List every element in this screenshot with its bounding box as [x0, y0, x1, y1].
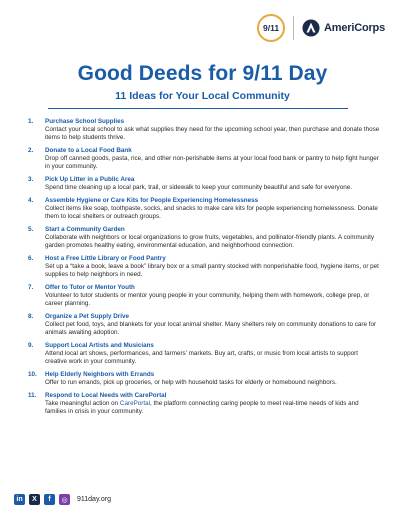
item-heading: Host a Free Little Library or Food Pantry — [45, 255, 166, 262]
list-item — [28, 255, 380, 279]
instagram-icon[interactable]: ◎ — [59, 494, 70, 505]
americorps-mark-icon — [302, 19, 320, 37]
911-day-logo: 9/11 — [257, 14, 285, 42]
item-number: 2. — [28, 147, 34, 154]
page-title: Good Deeds for 9/11 Day — [77, 62, 328, 85]
item-description: Contact your local school to ask what supplies they need for the upcoming school year, then purchase and donate those items to help students thrive. — [45, 126, 380, 141]
item-body — [45, 226, 380, 250]
page-subtitle: 11 Ideas for Your Local Community — [115, 90, 290, 102]
item-number: 10. — [28, 371, 37, 378]
list-item — [28, 226, 380, 250]
website-link[interactable]: 911day.org — [77, 496, 111, 503]
logo-divider — [293, 16, 294, 40]
list-item — [28, 313, 380, 337]
item-heading: Donate to a Local Food Bank — [45, 147, 132, 154]
item-body — [45, 392, 380, 416]
item-description: Spend time cleaning up a local park, trail, or sidewalk to keep your community beautiful and safe for everyone. — [45, 184, 352, 191]
item-body — [45, 371, 380, 387]
item-description — [45, 400, 380, 416]
item-body — [45, 342, 380, 366]
item-description: Collaborate with neighbors or local organizations to grow fruits, vegetables, and pollinator-friendly plants. A community garden promotes healthy eating, environmental education, and neighborhood connection. — [45, 234, 375, 249]
item-body — [45, 197, 380, 221]
item-description: Collect items like soap, toothpaste, socks, and snacks to make care kits for people experiencing homelessness. Donate them to local shelters or outreach groups. — [45, 205, 378, 220]
item-heading: Start a Community Garden — [45, 226, 125, 233]
americorps-logo — [302, 19, 385, 37]
list-item — [28, 197, 380, 221]
item-description: Drop off canned goods, pasta, rice, and other non-perishable items at your local food bank or pantry to help fight hunger in your community. — [45, 155, 379, 170]
title-divider — [48, 108, 348, 109]
item-description: Volunteer to tutor students or mentor young people in your community, helping them with homework, college prep, or career planning. — [45, 292, 370, 307]
item-body — [45, 255, 380, 279]
item-heading: Assemble Hygiene or Care Kits for People Experiencing Homelessness — [45, 197, 259, 204]
item-heading: Respond to Local Needs with CarePortal — [45, 392, 167, 399]
item-number: 4. — [28, 197, 34, 204]
social-footer — [14, 494, 111, 505]
item-heading: Purchase School Supplies — [45, 118, 125, 125]
item-description: Attend local art shows, performances, and farmers’ markets. Buy art, crafts, or music from local artists to support creative work in your community. — [45, 350, 358, 365]
careportal-link[interactable]: CarePortal — [119, 400, 151, 407]
item-description: Set up a “take a book, leave a book” library box or a small pantry stocked with nonperishable food, hygiene items, or pet supplies to help neighbors in need. — [45, 263, 379, 278]
item-number: 7. — [28, 284, 34, 291]
item-number: 11. — [28, 392, 37, 399]
item-heading: Organize a Pet Supply Drive — [45, 313, 129, 320]
list-item — [28, 118, 380, 142]
americorps-wordmark: AmeriCorps — [324, 22, 385, 34]
item-body — [45, 284, 380, 308]
list-item — [28, 176, 380, 192]
item-number: 9. — [28, 342, 34, 349]
list-item — [28, 342, 380, 366]
item-description-text: Take meaningful action on — [45, 400, 120, 407]
list-item — [28, 371, 380, 387]
item-number: 6. — [28, 255, 34, 262]
item-number: 8. — [28, 313, 34, 320]
item-body — [45, 176, 380, 192]
item-heading: Pick Up Litter in a Public Area — [45, 176, 135, 183]
list-item — [28, 284, 380, 308]
item-heading: Help Elderly Neighbors with Errands — [45, 371, 155, 378]
linkedin-icon[interactable]: in — [14, 494, 25, 505]
header-logos — [257, 14, 385, 42]
item-description: Collect pet food, toys, and blankets for your local animal shelter. Many shelters rely on community donations to care for animals awaiting adoption. — [45, 321, 377, 336]
list-item — [28, 392, 380, 416]
item-number: 1. — [28, 118, 34, 125]
x-icon[interactable]: X — [29, 494, 40, 505]
item-body — [45, 118, 380, 142]
item-body — [45, 147, 380, 171]
item-body — [45, 313, 380, 337]
item-number: 5. — [28, 226, 34, 233]
item-description: Offer to run errands, pick up groceries, or help with household tasks for elderly or homebound neighbors. — [45, 379, 337, 386]
item-number: 3. — [28, 176, 34, 183]
ideas-list — [28, 118, 380, 421]
item-description-text: , the platform connecting caring people to meet real-time needs of kids and families in crisis in your community. — [45, 400, 359, 415]
list-item — [28, 147, 380, 171]
item-heading: Support Local Artists and Musicians — [45, 342, 154, 349]
item-heading: Offer to Tutor or Mentor Youth — [45, 284, 135, 291]
facebook-icon[interactable]: f — [44, 494, 55, 505]
